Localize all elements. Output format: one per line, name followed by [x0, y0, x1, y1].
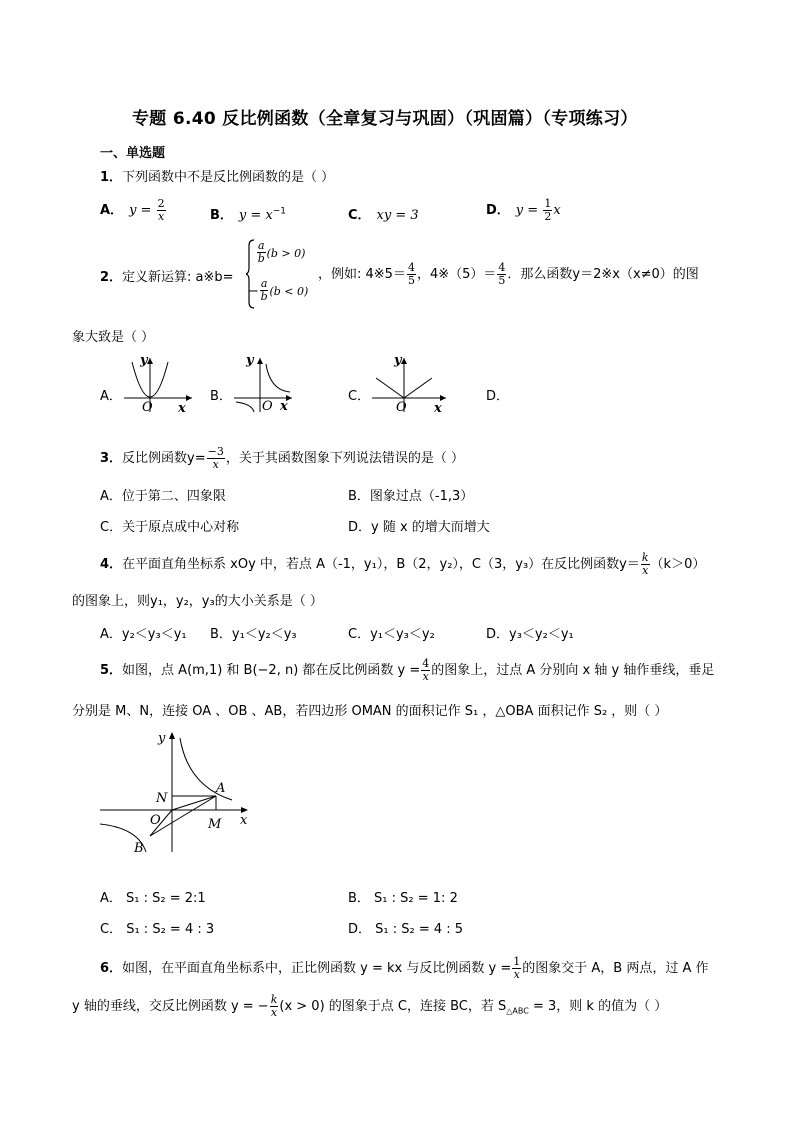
svg-text:A: A	[216, 781, 226, 796]
question-6: 6．如图，在平面直角坐标系中，正比例函数 y = kx 与反比例函数 y = $\frac{1}{x}$ 的图象交于 A，B 两点，过 A 作	[100, 955, 709, 981]
question-number: 1．	[100, 170, 123, 185]
question-2-cont: ，例如: 4※5＝ $\frac{4}{5}$ ，4※（5）＝ $\frac{4}{5}$ ．那么函数y＝2※x（x≠0）的图	[318, 261, 699, 287]
q2-option-c-label[interactable]: C．	[348, 389, 371, 404]
q5-option-a[interactable]: A． S₁ : S₂ = 2:1	[100, 891, 206, 906]
fraction: $\frac{k}{x}$	[641, 551, 649, 577]
fraction: $\frac{-3}{x}$	[207, 445, 224, 471]
piecewise-definition: $\frac{a}{b}$ (b > 0) − $\frac{a}{b}$ (b < 0)	[246, 238, 316, 310]
fraction: $\frac{1}{x}$	[513, 955, 521, 981]
q2-option-b-label[interactable]: B．	[210, 389, 232, 404]
option-expr: y =	[515, 203, 539, 218]
option-label: C．	[348, 208, 371, 223]
exponent: −1	[272, 206, 287, 217]
question-3: 3．反比例函数y= $\frac{-3}{x}$ ，关于其函数图象下列说法错误的是（ ）	[100, 445, 464, 471]
q4-option-b[interactable]: B．y₁＜y₂＜y₃	[210, 627, 297, 642]
fraction: $\frac{a}{b}$	[257, 239, 265, 265]
q5-option-b[interactable]: B． S₁ : S₂ = 1: 2	[348, 891, 458, 906]
svg-text:x: x	[434, 401, 442, 414]
q1-option-a[interactable]	[100, 198, 167, 223]
question-number: 5．	[100, 663, 123, 678]
fraction: $\frac{2}{x}$	[157, 197, 165, 223]
fraction: $\frac{k}{x}$	[270, 993, 278, 1019]
graph-c	[370, 352, 450, 414]
svg-text:x: x	[280, 399, 288, 414]
q1-option-d[interactable]: D． y = $\frac{1}{2}$ x	[486, 197, 561, 223]
question-text: 下列函数中不是反比例函数的是（ ）	[122, 170, 335, 185]
question-number: 2．	[100, 270, 123, 285]
svg-text:y: y	[140, 353, 148, 368]
question-text: 定义新运算: a※b=	[122, 270, 234, 285]
question-number: 4．	[100, 557, 123, 572]
fraction: $\frac{4}{5}$	[498, 261, 506, 287]
svg-text:O: O	[150, 813, 161, 828]
fraction: $\frac{4}{x}$	[422, 657, 430, 683]
page-title: 专题 6.40 反比例函数（全章复习与巩固）（巩固篇）（专项练习）	[132, 109, 638, 129]
question-6-line2: y 轴的垂线，交反比例函数 y = − $\frac{k}{x}$ (x > 0) 的图象于点 C，连接 BC，若 $S_{\triangle ABC} = 3$，则 k 的值为（ ）	[72, 993, 668, 1019]
q3-option-d[interactable]: D．y 随 x 的增大而增大	[348, 520, 490, 535]
graph-b	[232, 352, 296, 414]
option-label: B．	[210, 208, 233, 223]
svg-text:x: x	[178, 401, 186, 414]
svg-text:M: M	[208, 817, 222, 832]
option-label: A．	[100, 203, 124, 218]
option-expr: xy = 3	[376, 208, 419, 223]
question-2	[100, 266, 234, 285]
graph-a	[122, 352, 196, 414]
fraction: $\frac{1}{2}$	[544, 197, 552, 223]
q3-option-b[interactable]: B．图象过点（-1,3）	[348, 489, 474, 504]
svg-text:y: y	[158, 731, 166, 746]
svg-text:y: y	[394, 353, 402, 368]
option-label: D．	[486, 203, 510, 218]
fraction: $\frac{a}{b}$	[260, 277, 268, 303]
svg-text:B: B	[134, 841, 144, 856]
question-5: 5．如图，点 A(m,1) 和 B(−2, n) 都在反比例函数 y = $\frac{4}{x}$ 的图象上，过点 A 分别向 x 轴 y 轴作垂线，垂足	[100, 657, 715, 683]
q1-option-b[interactable]	[210, 204, 286, 223]
q3-option-a[interactable]: A．位于第二、四象限	[100, 489, 226, 504]
svg-text:N: N	[156, 791, 168, 806]
q2-option-d-label[interactable]: D．	[486, 389, 510, 404]
q2-option-a-label[interactable]: A．	[100, 389, 122, 404]
svg-text:O: O	[142, 400, 153, 414]
q5-option-c[interactable]: C． S₁ : S₂ = 4 : 3	[100, 922, 215, 937]
section-heading: 一、单选题	[100, 146, 166, 161]
question-4-line2: 的图象上，则y₁，y₂，y₃的大小关系是（ ）	[72, 594, 323, 609]
q1-option-c[interactable]	[348, 204, 419, 223]
q5-option-d[interactable]: D． S₁ : S₂ = 4 : 5	[348, 922, 464, 937]
q4-option-c[interactable]: C．y₁＜y₃＜y₂	[348, 627, 435, 642]
q4-option-a[interactable]: A．y₂＜y₃＜y₁	[100, 627, 187, 642]
fraction: $\frac{4}{5}$	[407, 261, 415, 287]
question-number: 3．	[100, 451, 123, 466]
svg-text:x: x	[240, 813, 248, 828]
option-expr: y =	[129, 203, 152, 218]
question-1	[100, 166, 334, 185]
svg-text:O: O	[262, 399, 273, 414]
q5-figure	[96, 728, 256, 856]
q4-option-d[interactable]: D．y₃＜y₂＜y₁	[486, 627, 574, 642]
svg-text:y: y	[246, 353, 254, 368]
q3-option-c[interactable]: C．关于原点成中心对称	[100, 520, 240, 535]
question-5-line2: 分别是 M、N，连接 OA 、OB 、AB，若四边形 OMAN 的面积记作 S₁ ，△OBA 面积记作 S₂ ，则（ ）	[72, 704, 668, 719]
question-4: 4．在平面直角坐标系 xOy 中，若点 A（-1，y₁），B（2，y₂），C（3，y₃）在反比例函数y＝ $\frac{k}{x}$ （k＞0）	[100, 551, 706, 577]
question-2-line2: 象大致是（ ）	[72, 330, 155, 345]
question-number: 6．	[100, 961, 123, 976]
option-expr: y = x	[238, 208, 273, 223]
svg-text:O: O	[396, 400, 407, 414]
